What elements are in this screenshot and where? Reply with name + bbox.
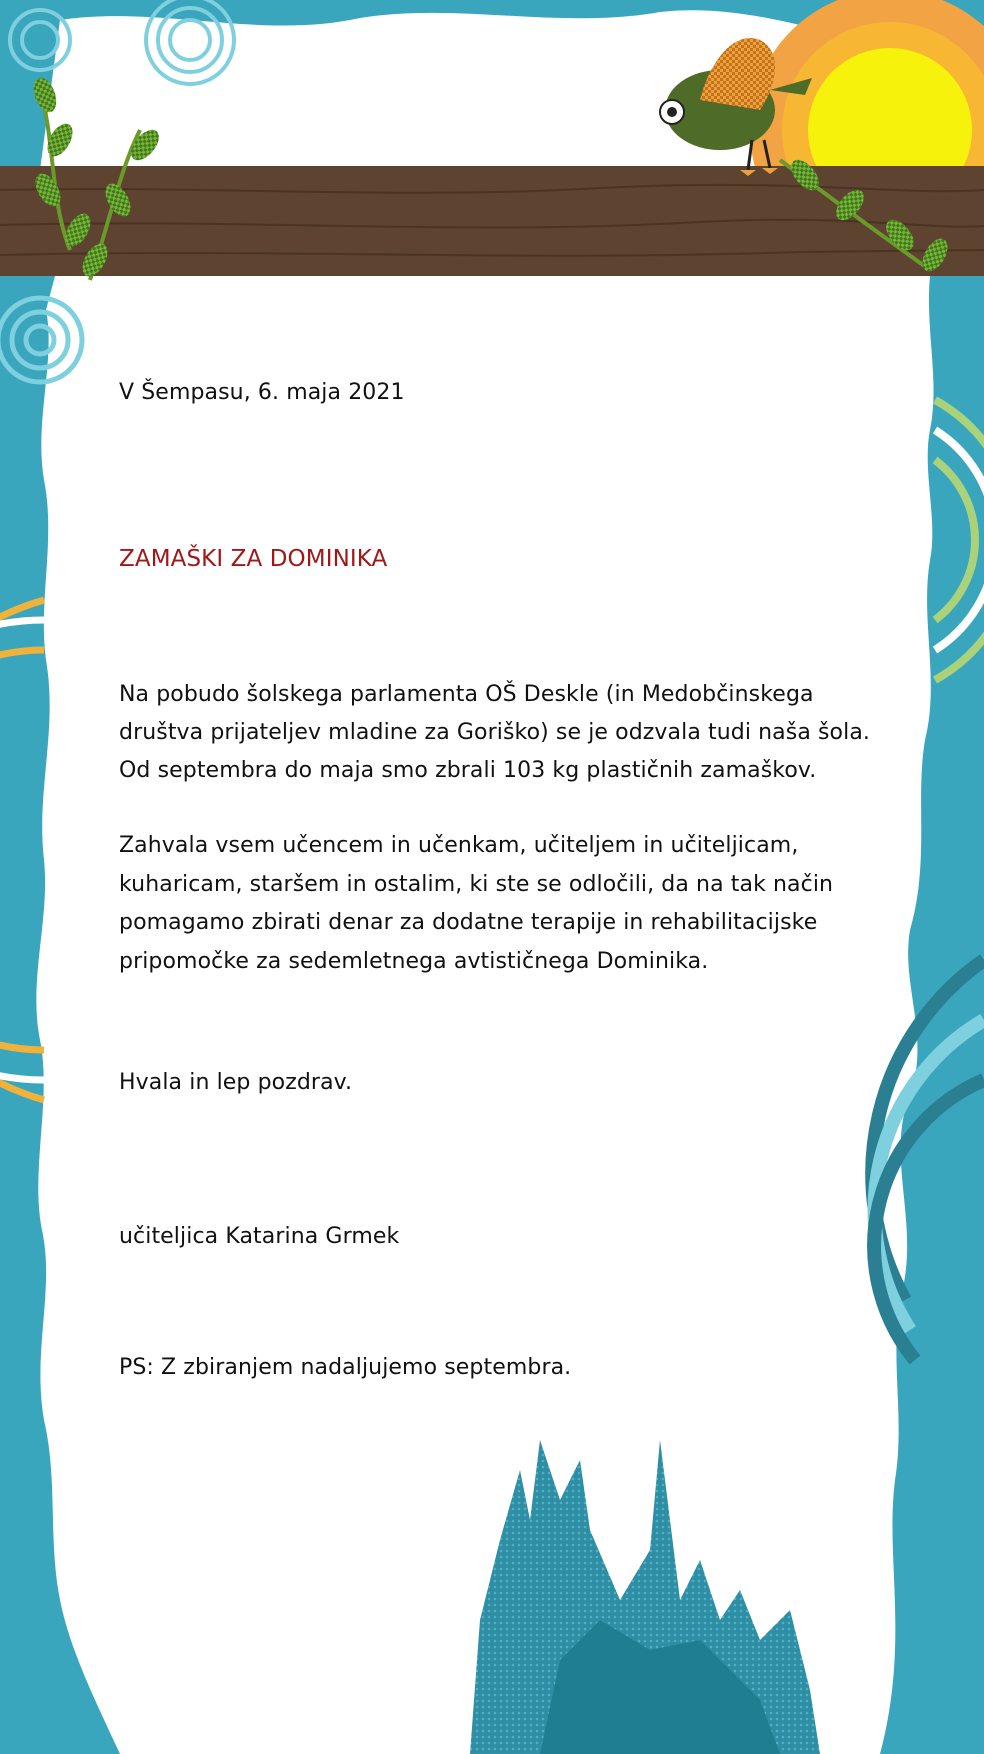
greeting: Hvala in lep pozdrav.	[119, 1070, 353, 1095]
postscript: PS: Z zbiranjem nadaljujemo septembra.	[119, 1355, 572, 1380]
paragraph-line: Zahvala vsem učencem in učenkam, učiteljem in učiteljicam,	[119, 833, 799, 858]
paragraph-line: pripomočke za sedemletnega avtističnega Dominika.	[119, 949, 709, 974]
paragraph-line: društva prijateljev mladine za Goriško) se je odzvala tudi naša šola.	[119, 720, 870, 745]
paragraph-line: pomagamo zbirati denar za dodatne terapije in rehabilitacijske	[119, 910, 818, 935]
place-date: V Šempasu, 6. maja 2021	[119, 380, 405, 405]
paragraph-line: kuharicam, staršem in ostalim, ki ste se odločili, da na tak način	[119, 872, 834, 897]
signature: učiteljica Katarina Grmek	[119, 1224, 400, 1249]
paragraph-line: Od septembra do maja smo zbrali 103 kg plastičnih zamaškov.	[119, 758, 817, 783]
letter-title: ZAMAŠKI ZA DOMINIKA	[119, 546, 388, 572]
paragraph-line: Na pobudo šolskega parlamenta OŠ Deskle (in Medobčinskega	[119, 682, 814, 707]
